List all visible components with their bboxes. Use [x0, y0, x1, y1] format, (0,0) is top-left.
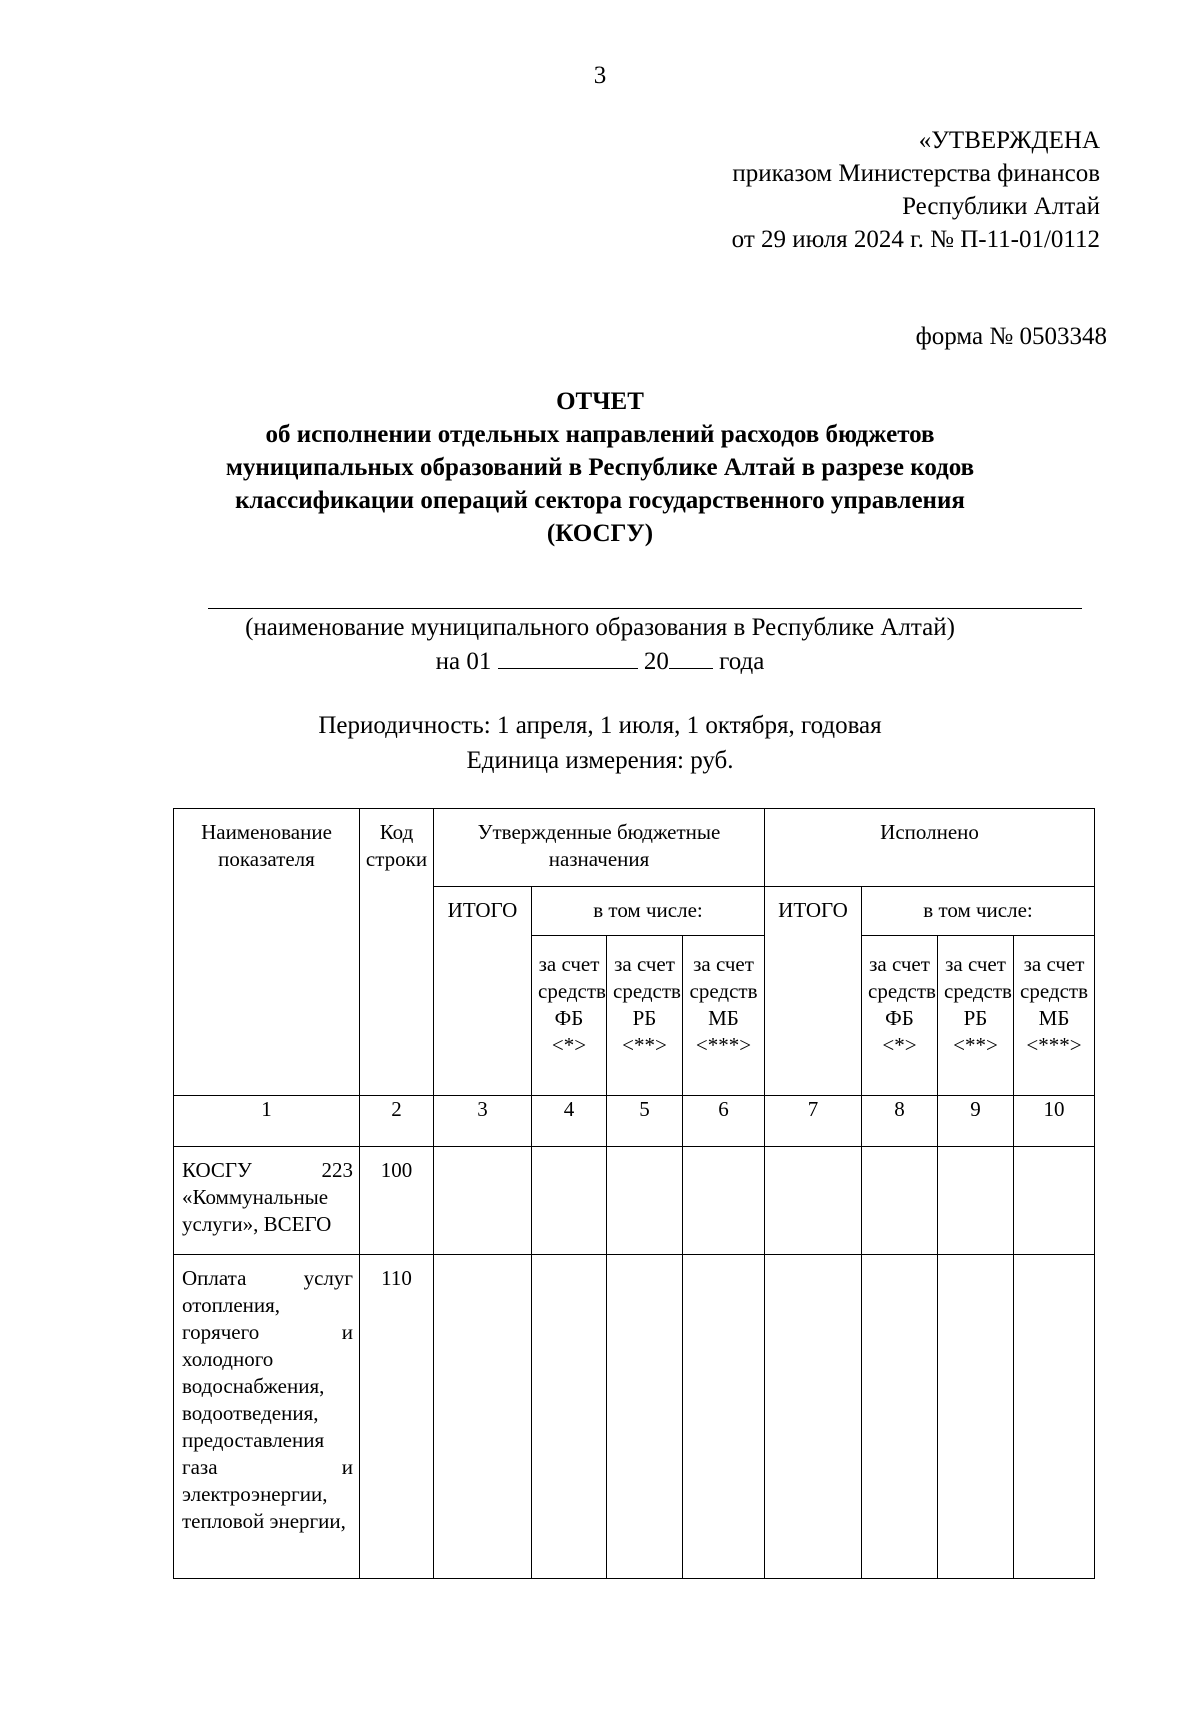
row-code: 100: [360, 1147, 434, 1255]
header-executed-total: ИТОГО: [765, 887, 862, 1096]
header-approved-total: ИТОГО: [434, 887, 532, 1096]
value-cell[interactable]: [938, 1255, 1014, 1579]
value-cell[interactable]: [938, 1147, 1014, 1255]
year-blank[interactable]: [669, 646, 713, 669]
column-number: 10: [1014, 1096, 1095, 1147]
header-executed-rb: за счет средств РБ <**>: [938, 936, 1014, 1096]
column-number-row: [174, 1096, 1095, 1147]
header-approved-mb: за счет средств МБ <***>: [683, 936, 765, 1096]
column-number: 1: [174, 1096, 360, 1147]
approval-line-4: от 29 июля 2024 г. № П-11-01/0112: [731, 226, 1100, 253]
value-cell[interactable]: [1014, 1147, 1095, 1255]
entity-caption: (наименование муниципального образования в Республике Алтай): [245, 614, 955, 641]
header-approved-including: в том числе:: [532, 887, 765, 936]
value-cell[interactable]: [434, 1147, 532, 1255]
form-number: форма № 0503348: [915, 323, 1107, 350]
value-cell[interactable]: [532, 1255, 607, 1579]
title-line-4: классификации операций сектора государственного управления: [235, 487, 965, 514]
row-name: Оплата услуг отопления, горячего и холодного водоснабжения, водоотведения, предоставления газа и электроэнергии, тепловой энергии,: [174, 1255, 360, 1579]
value-cell[interactable]: [434, 1255, 532, 1579]
approval-stamp: [660, 124, 1100, 256]
value-cell[interactable]: [765, 1147, 862, 1255]
column-number: 3: [434, 1096, 532, 1147]
value-cell[interactable]: [765, 1255, 862, 1579]
header-executed-including: в том числе:: [862, 887, 1095, 936]
title-line-2: об исполнении отдельных направлений расходов бюджетов: [265, 421, 935, 448]
year-prefix: 20: [643, 648, 669, 675]
table-row: [174, 1255, 1095, 1579]
header-name: Наименование показателя: [174, 809, 360, 1096]
value-cell[interactable]: [862, 1147, 938, 1255]
column-number: 8: [862, 1096, 938, 1147]
value-cell[interactable]: [607, 1147, 683, 1255]
title-line-5: (КОСГУ): [546, 520, 654, 547]
column-number: 2: [360, 1096, 434, 1147]
value-cell[interactable]: [532, 1147, 607, 1255]
value-cell[interactable]: [1014, 1255, 1095, 1579]
column-number: 7: [765, 1096, 862, 1147]
page-number: 3: [593, 62, 607, 89]
header-executed: Исполнено: [765, 809, 1095, 887]
report-date-line: [0, 646, 1200, 676]
value-cell[interactable]: [607, 1255, 683, 1579]
value-cell[interactable]: [683, 1147, 765, 1255]
month-blank[interactable]: [498, 646, 638, 669]
header-executed-fb: за счет средств ФБ <*>: [862, 936, 938, 1096]
approval-line-1: «УТВЕРЖДЕНА: [918, 127, 1100, 154]
header-executed-mb: за счет средств МБ <***>: [1014, 936, 1095, 1096]
approval-line-2: приказом Министерства финансов: [732, 160, 1100, 187]
value-cell[interactable]: [683, 1255, 765, 1579]
column-number: 5: [607, 1096, 683, 1147]
column-number: 4: [532, 1096, 607, 1147]
approval-line-3: Республики Алтай: [902, 193, 1100, 220]
report-title: [0, 385, 1200, 550]
periodicity-block: [0, 708, 1200, 778]
column-number: 9: [938, 1096, 1014, 1147]
unit-of-measure: Единица измерения: руб.: [466, 747, 734, 774]
row-code: 110: [360, 1255, 434, 1579]
date-prefix: на 01: [435, 648, 492, 675]
row-name: КОСГУ 223 «Коммунальные услуги», ВСЕГО: [174, 1147, 360, 1255]
column-number: 6: [683, 1096, 765, 1147]
entity-name-blank-line[interactable]: [208, 608, 1082, 609]
table-row: [174, 1147, 1095, 1255]
date-suffix: года: [719, 648, 765, 675]
title-line-1: ОТЧЕТ: [556, 388, 644, 415]
report-table: [173, 808, 1095, 1579]
header-approved-rb: за счет средств РБ <**>: [607, 936, 683, 1096]
header-approved-fb: за счет средств ФБ <*>: [532, 936, 607, 1096]
header-code: Код строки: [360, 809, 434, 1096]
title-line-3: муниципальных образований в Республике Алтай в разрезе кодов: [225, 454, 975, 481]
periodicity: Периодичность: 1 апреля, 1 июля, 1 октября, годовая: [318, 712, 882, 739]
value-cell[interactable]: [862, 1255, 938, 1579]
header-approved: Утвержденные бюджетные назначения: [434, 809, 765, 887]
